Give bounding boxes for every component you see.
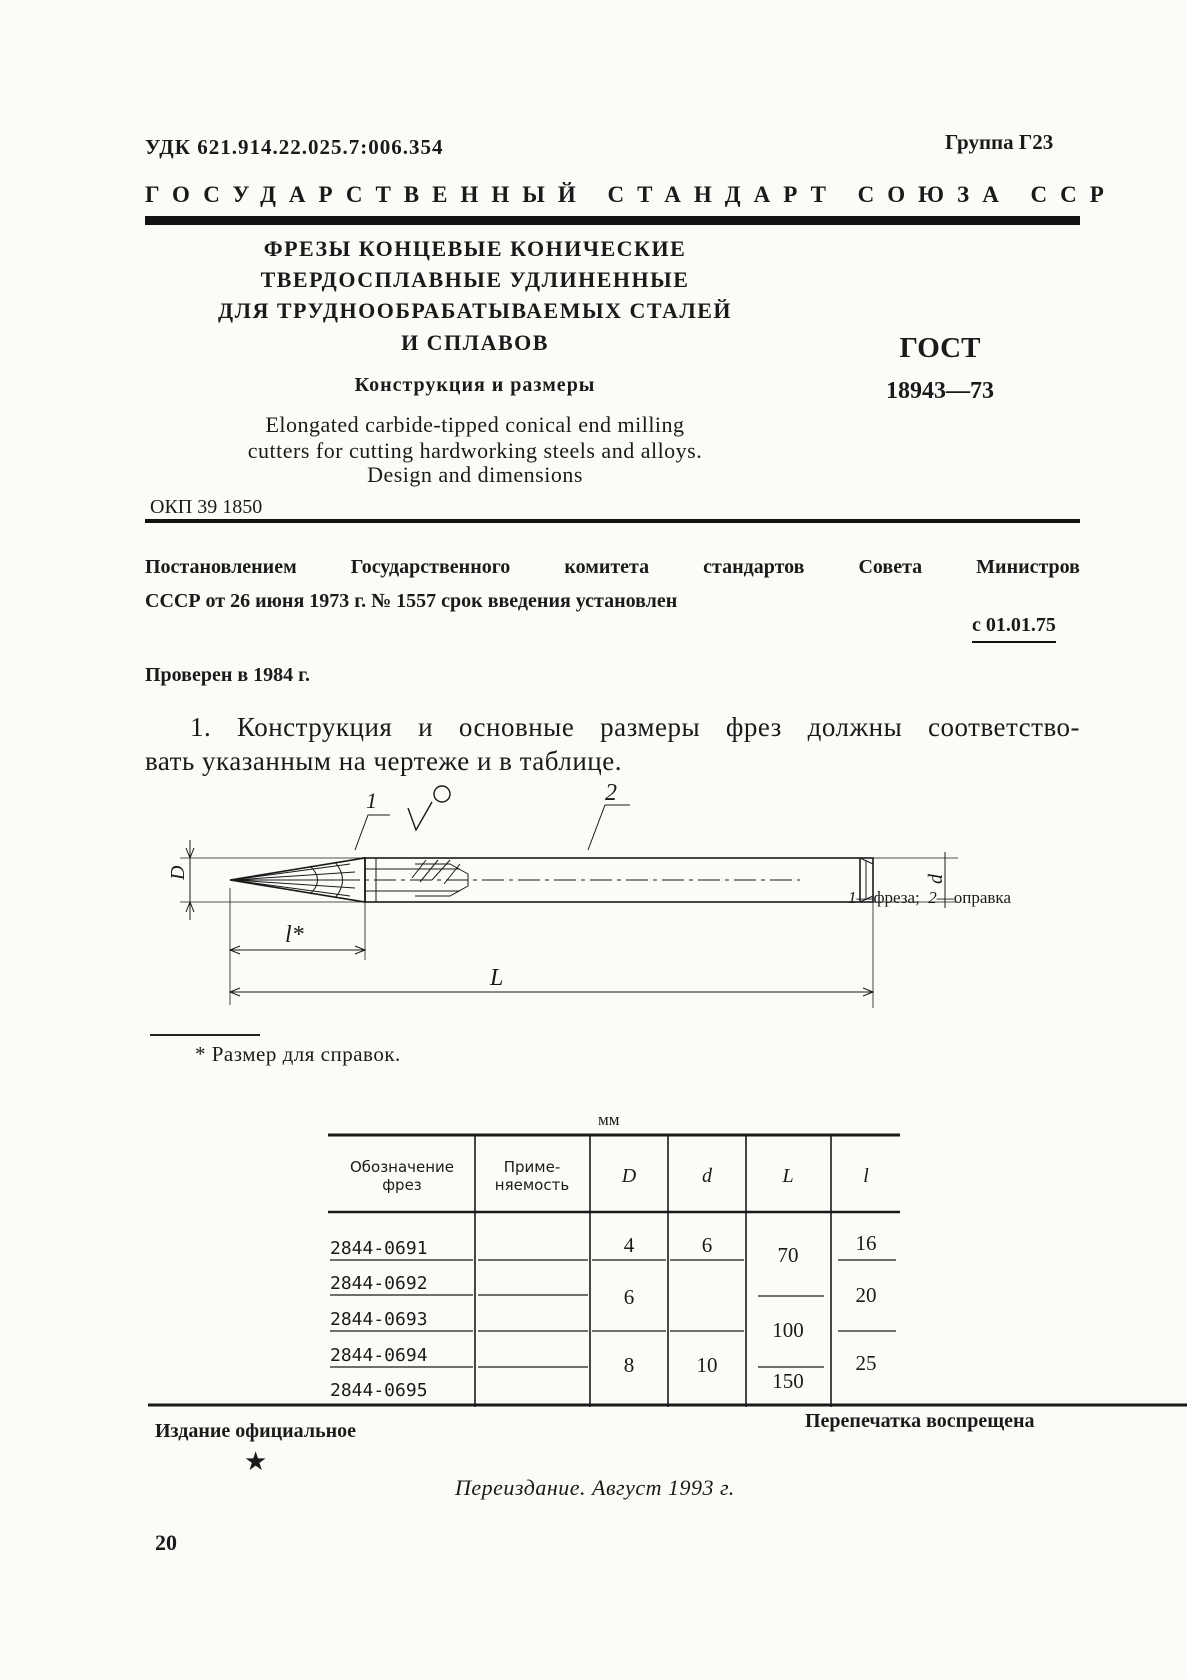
table-unit: мм	[598, 1110, 620, 1129]
designation-cell: 2844-0691	[330, 1238, 428, 1259]
cutter-flutes	[232, 862, 358, 898]
page-number: 20	[155, 1530, 177, 1555]
state-standard-heading: ГОСУДАРСТВЕННЫЙ СТАНДАРТ СОЮЗА ССР	[145, 182, 1117, 207]
D-value-cell: 6	[623, 1285, 635, 1309]
subtitle: Конструкция и размеры	[354, 374, 596, 396]
header-applicability-2: няемость	[494, 1176, 570, 1194]
top-rule	[145, 216, 1080, 225]
official-edition: Издание официальное	[155, 1420, 357, 1442]
middle-rule	[145, 519, 1080, 523]
header-designation-2: фрез	[382, 1176, 422, 1194]
surface-finish-mark	[434, 786, 450, 802]
udk-code: УДК 621.914.22.025.7:006.354	[145, 135, 444, 159]
d-value-cell: 10	[696, 1353, 718, 1377]
okp-code: ОКП 39 1850	[150, 496, 263, 518]
gost-number: 18943—73	[886, 378, 994, 404]
decree-line-1: Постановлением Государственного комитета стандартов Совета Министров	[145, 556, 1080, 578]
L-value-cell: 150	[772, 1369, 804, 1393]
callout-1-label: 1	[366, 788, 377, 813]
english-title-line-1: Elongated carbide-tipped conical end milling	[265, 412, 685, 437]
header-d: d	[702, 1165, 712, 1187]
footnote-rule	[150, 1034, 260, 1036]
dim-d-label: d	[925, 874, 947, 884]
drawing-legend	[848, 888, 1011, 908]
paragraph-line-1: 1. Конструкция и основные размеры фрез должны соответство-	[190, 712, 1080, 742]
designation-cell: 2844-0693	[330, 1309, 428, 1330]
header-l: l	[863, 1165, 869, 1187]
d-value-cell: 6	[701, 1233, 713, 1257]
decree-line-2: СССР от 26 июня 1973 г. № 1557 срок введения установлен	[145, 590, 678, 612]
title-line-3: ДЛЯ ТРУДНООБРАБАТЫВАЕМЫХ СТАЛЕЙ	[217, 298, 733, 323]
paragraph-line-2: вать указанным на чертеже и в таблице.	[145, 746, 622, 776]
star-icon: ★	[244, 1447, 268, 1476]
legend-text-2: —оправка	[936, 888, 1011, 907]
designation-cell: 2844-0692	[330, 1273, 428, 1294]
header-D: D	[621, 1165, 637, 1187]
header-applicability-1: Приме-	[503, 1158, 561, 1176]
english-title-line-2: cutters for cutting hardworking steels and alloys.	[247, 438, 703, 463]
callout-1-leader	[355, 815, 390, 850]
title-line-2: ТВЕРДОСПЛАВНЫЕ УДЛИНЕННЫЕ	[260, 267, 690, 292]
l-value-cell: 16	[855, 1231, 877, 1255]
D-value-cell: 4	[623, 1233, 635, 1257]
l-value-cell: 25	[855, 1351, 877, 1375]
designation-cell: 2844-0694	[330, 1345, 428, 1366]
D-value-cell: 8	[623, 1353, 635, 1377]
group-code: Группа Г23	[945, 130, 1054, 154]
footnote: * Размер для справок.	[195, 1042, 401, 1066]
legend-num-1: 1	[848, 888, 857, 907]
dim-D-label: D	[167, 865, 189, 880]
header-designation-1: Обозначение	[349, 1158, 455, 1176]
reprint-prohibited: Перепечатка воспрещена	[805, 1410, 1035, 1432]
title-line-1: ФРЕЗЫ КОНЦЕВЫЕ КОНИЧЕСКИЕ	[263, 236, 687, 261]
introduction-date: с 01.01.75	[972, 614, 1056, 643]
reissue-note: Переиздание. Август 1993 г.	[455, 1475, 735, 1500]
L-value-cell: 70	[777, 1243, 799, 1267]
header-L: L	[782, 1165, 794, 1187]
dimensions-table	[328, 1132, 908, 1412]
callout-2-leader	[588, 805, 630, 850]
dim-L-label: L	[490, 965, 504, 991]
designation-cell: 2844-0695	[330, 1380, 428, 1401]
legend-num-2: 2	[928, 888, 937, 907]
L-value-cell: 100	[772, 1318, 804, 1342]
checked-note: Проверен в 1984 г.	[145, 664, 311, 686]
callout-2-label: 2	[605, 780, 617, 806]
title-line-4: И СПЛАВОВ	[401, 330, 549, 355]
l-value-cell: 20	[855, 1283, 877, 1307]
dim-l-label: l*	[285, 922, 304, 948]
legend-text-1: —фреза;	[856, 888, 920, 907]
gost-label: ГОСТ	[899, 332, 981, 364]
english-title-line-3: Design and dimensions	[367, 462, 583, 487]
